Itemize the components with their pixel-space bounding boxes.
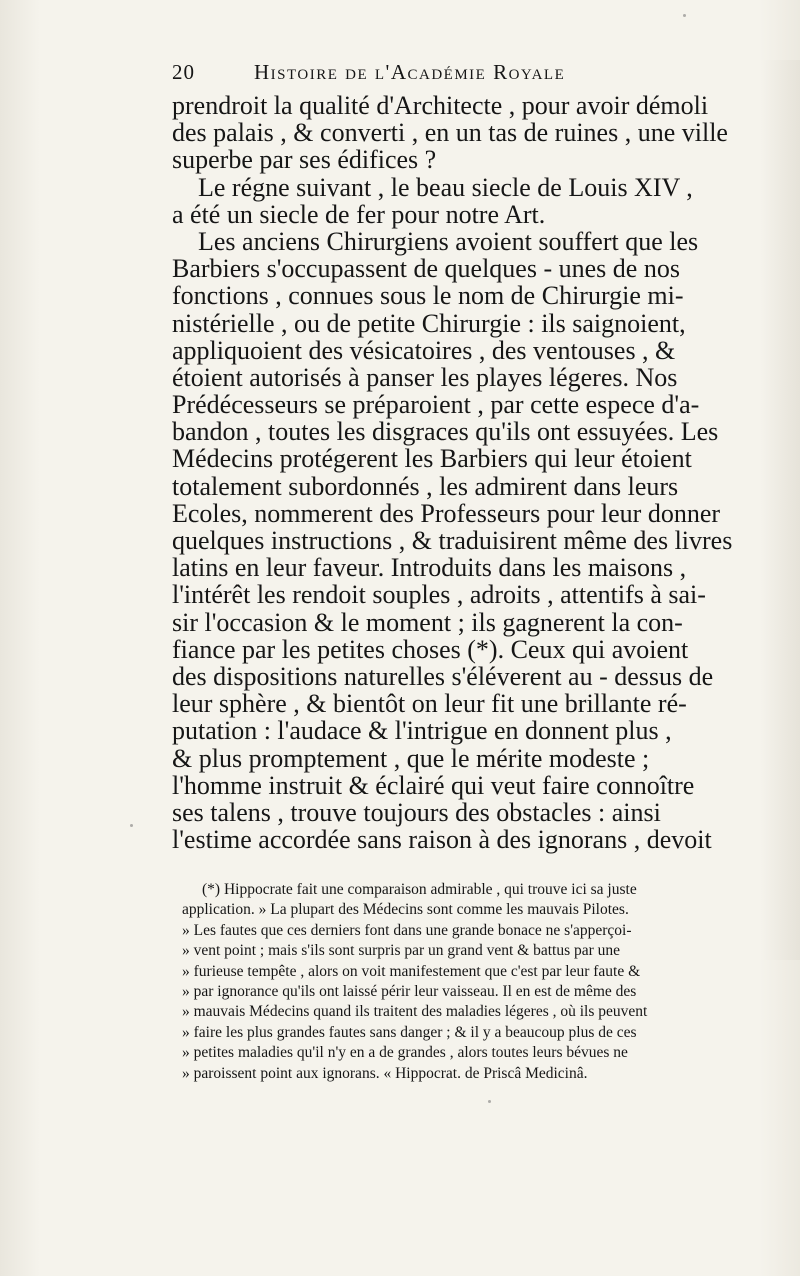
text-line: nistérielle , ou de petite Chirurgie : ils saignoient, [172, 308, 686, 338]
text-line: putation : l'audace & l'intrigue en donnent plus , [172, 716, 672, 746]
paper-speck [683, 14, 686, 17]
text-line: Barbiers s'occupassent de quelques - unes de nos [172, 254, 680, 284]
paper-speck [130, 824, 133, 827]
footnote-line: » par ignorance qu'ils ont laissé périr leur vaisseau. Il en est de même des [182, 982, 637, 1000]
text-line: & plus promptement , que le mérite modeste ; [172, 743, 650, 773]
text-line: quelques instructions , & traduisirent même des livres [172, 526, 733, 555]
footnote [182, 880, 770, 1084]
text-line: Le régne suivant , le beau siecle de Louis XIV , [198, 172, 693, 202]
text-line: leur sphère , & bientôt on leur fit une brillante ré- [172, 689, 687, 719]
footnote-line: » mauvais Médecins quand ils traitent des maladies légeres , où ils peuvent [182, 1003, 648, 1021]
text-line: totalement subordonnés , les admirent dans leurs [172, 471, 679, 501]
footnote-line: (*) Hippocrate fait une comparaison admirable , qui trouve ici sa juste [202, 881, 637, 898]
text-line: ses talens , trouve toujours des obstacles : ainsi [172, 797, 661, 827]
text-line: fonctions , connues sous le nom de Chirurgie mi- [172, 281, 684, 311]
page-header [172, 58, 692, 92]
footnote-line: » faire les plus grandes fautes sans danger ; & il y a beaucoup plus de ces [182, 1023, 637, 1041]
text-line: des dispositions naturelles s'éléverent au - dessus de [172, 661, 714, 691]
text-line: appliquoient des vésicatoires , des ventouses , & [172, 335, 676, 365]
text-line: l'estime accordée sans raison à des ignorans , devoit [172, 825, 712, 855]
paper-speck [488, 1100, 491, 1103]
text-line: fiance par les petites choses (*). Ceux qui avoient [172, 634, 689, 664]
text-line: latins en leur faveur. Introduits dans les maisons , [172, 553, 687, 583]
main-text [172, 92, 768, 853]
footnote-line: application. » La plupart des Médecins sont comme les mauvais Pilotes. [182, 901, 629, 919]
text-line: sir l'occasion & le moment ; ils gagnerent la con- [172, 607, 683, 637]
page-number: 20 [172, 60, 195, 84]
text-line: Prédécesseurs se préparoient , par cette espece d'a- [172, 390, 700, 420]
text-line: Les anciens Chirurgiens avoient souffert que les [198, 226, 699, 256]
text-line: Ecoles, nommerent des Professeurs pour leur donner [172, 498, 721, 528]
running-title: Histoire de l'Académie Royale [254, 60, 566, 84]
text-line: bandon , toutes les disgraces qu'ils ont essuyées. Les [172, 417, 719, 447]
text-line: prendroit la qualité d'Architecte , pour avoir démoli [172, 91, 709, 120]
text-line: Médecins protégerent les Barbiers qui leur étoient [172, 444, 692, 474]
text-line: des palais , & converti , en un tas de ruines , une ville [172, 118, 728, 148]
footnote-line: » furieuse tempête , alors on voit manifestement que c'est par leur faute & [182, 962, 641, 980]
text-line: a été un siecle de fer pour notre Art. [172, 199, 546, 229]
text-line: l'intérêt les rendoit souples , adroits , attentifs à sai- [172, 580, 706, 610]
footnote-line: » petites maladies qu'il n'y en a de grandes , alors toutes leurs bévues ne [182, 1044, 628, 1062]
text-line: étoient autorisés à panser les playes légeres. Nos [172, 362, 678, 392]
footnote-line: » paroissent point aux ignorans. « Hippocrat. de Priscâ Medicinâ. [182, 1064, 588, 1082]
text-line: superbe par ses édifices ? [172, 145, 437, 175]
text-line: l'homme instruit & éclairé qui veut faire connoître [172, 770, 695, 800]
footnote-line: » Les fautes que ces derniers font dans une grande bonace ne s'apperçoi- [182, 921, 632, 939]
footnote-line: » vent point ; mais s'ils sont surpris par un grand vent & battus par une [182, 942, 621, 960]
